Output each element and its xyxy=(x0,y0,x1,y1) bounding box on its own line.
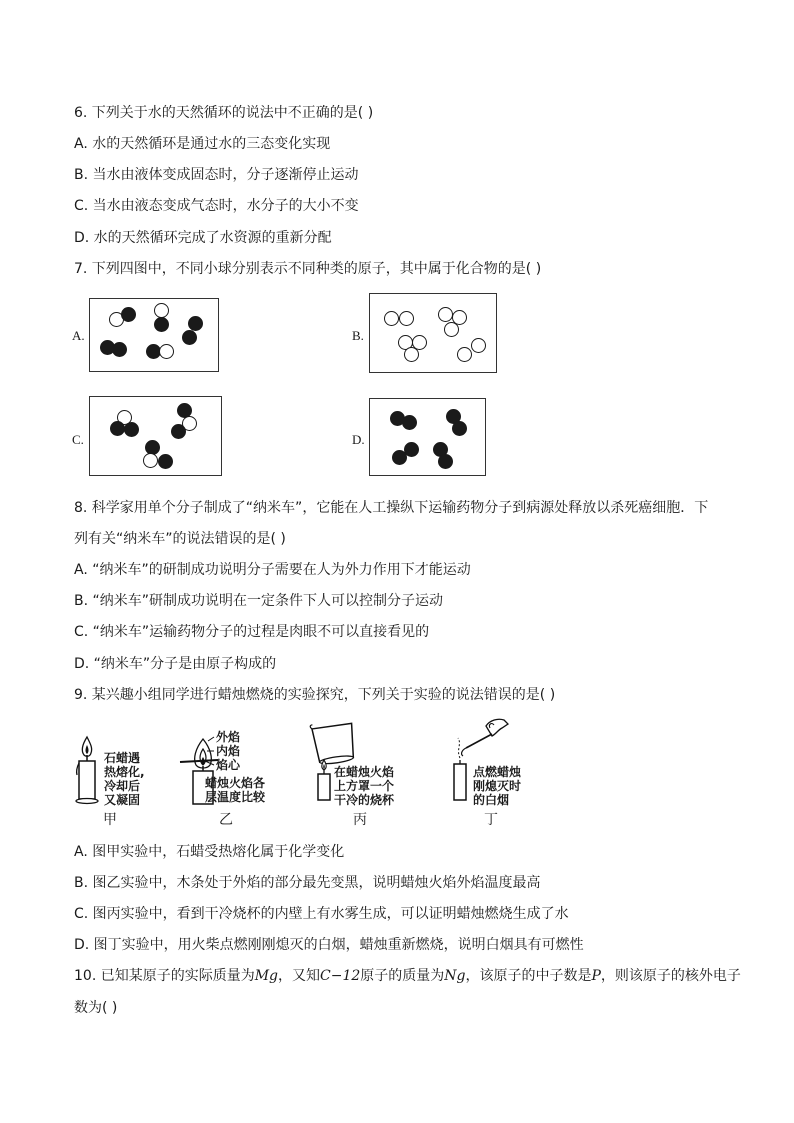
atom-white xyxy=(154,303,169,318)
jia-note-2: 热熔化, xyxy=(104,765,145,779)
q7-diagram-c xyxy=(89,396,222,476)
ding-note-3: 的白烟 xyxy=(473,793,510,807)
atom-white xyxy=(404,347,419,362)
q8-option-b: B. “纳米车”研制成功说明在一定条件下人可以控制分子运动 xyxy=(74,593,444,609)
atom-white xyxy=(444,322,459,337)
bing-note-3: 干冷的烧杯 xyxy=(334,793,395,807)
q10-stem-line1 xyxy=(74,967,741,985)
q7-label-b: B. xyxy=(352,328,364,343)
q9-option-a: A. 图甲实验中，石蜡受热熔化属于化学变化 xyxy=(74,844,345,860)
atom-black xyxy=(158,454,173,469)
atom-white xyxy=(384,311,399,326)
atom-black xyxy=(124,422,139,437)
atom-black xyxy=(392,450,407,465)
q6-stem: 6. 下列关于水的天然循环的说法中不正确的是( ) xyxy=(74,105,374,121)
yi-layer-outer: 外焰 xyxy=(216,730,241,744)
atom-black xyxy=(452,421,467,436)
ding-note-2: 刚熄灭时 xyxy=(473,779,522,793)
q10-mass-m: Mg xyxy=(254,968,279,984)
q10-neutron-p: P xyxy=(591,968,601,984)
yi-layer-core: 焰心 xyxy=(216,758,241,772)
q7-label-c: C. xyxy=(72,432,84,447)
atom-white xyxy=(399,311,414,326)
q8-option-d: D. “纳米车”分子是由原子构成的 xyxy=(74,656,277,672)
ding-note-1: 点燃蜡烛 xyxy=(473,765,522,779)
atom-black xyxy=(188,316,203,331)
jia-note-1: 石蜡遇 xyxy=(104,751,141,765)
q8-stem-line2: 列有关“纳米车”的说法错误的是( ) xyxy=(74,531,286,547)
figure-caption-jia: 甲 xyxy=(103,812,117,828)
jia-note-4: 又凝固 xyxy=(104,793,141,807)
bing-note-1: 在蜡烛火焰 xyxy=(334,765,395,779)
yi-note-1: 蜡烛火焰各 xyxy=(205,776,266,790)
atom-black xyxy=(438,454,453,469)
q10-text-1: 10. 已知某原子的实际质量为 xyxy=(74,968,255,984)
figure-caption-ding: 丁 xyxy=(484,812,498,828)
candle-figure-jia xyxy=(72,735,102,805)
q7-diagram-a xyxy=(89,298,219,372)
q10-text-3: 原子的质量为 xyxy=(360,968,445,984)
atom-white xyxy=(159,344,174,359)
q6-option-b: B. 当水由液体变成固态时，分子逐渐停止运动 xyxy=(74,167,359,183)
q9-option-c: C. 图丙实验中，看到干冷烧杯的内壁上有水雾生成，可以证明蜡烛燃烧生成了水 xyxy=(74,906,569,922)
atom-black xyxy=(112,342,127,357)
atom-black xyxy=(154,317,169,332)
q10-text-4: ，该原子的中子数是 xyxy=(465,968,592,984)
q9-option-b: B. 图乙实验中，木条处于外焰的部分最先变黑，说明蜡烛火焰外焰温度最高 xyxy=(74,875,541,891)
atom-white xyxy=(438,307,453,322)
q9-stem: 9. 某兴趣小组同学进行蜡烛燃烧的实验探究，下列关于实验的说法错误的是( ) xyxy=(74,687,556,703)
yi-note-2: 层温度比较 xyxy=(205,790,266,804)
q8-stem-line1: 8. 科学家用单个分子制成了“纳米车”，它能在人工操纵下运输药物分子到病源处释放以杀死癌细胞．下 xyxy=(74,500,709,516)
q7-label-d: D. xyxy=(352,432,365,447)
q8-option-a: A. “纳米车”的研制成功说明分子需要在人为外力作用下才能运动 xyxy=(74,562,471,578)
q10-text-5: ，则该原子的核外电子 xyxy=(600,968,741,984)
q7-diagram-d xyxy=(369,398,486,476)
q10-mass-n: Ng xyxy=(444,968,466,984)
atom-white xyxy=(471,338,486,353)
atom-black xyxy=(121,307,136,322)
yi-layer-inner: 内焰 xyxy=(216,744,241,758)
q7-stem: 7. 下列四图中，不同小球分别表示不同种类的原子，其中属于化合物的是( ) xyxy=(74,261,542,277)
atom-black xyxy=(171,424,186,439)
q7-diagram-b xyxy=(369,293,497,373)
atom-white xyxy=(457,347,472,362)
q6-option-d: D. 水的天然循环完成了水资源的重新分配 xyxy=(74,230,332,246)
q10-text-2: ，又知 xyxy=(278,968,321,984)
q6-option-a: A. 水的天然循环是通过水的三态变化实现 xyxy=(74,136,331,152)
q8-option-c: C. “纳米车”运输药物分子的过程是肉眼不可以直接看见的 xyxy=(74,624,430,640)
q10-stem-line2: 数为( ) xyxy=(74,1000,118,1016)
atom-black xyxy=(110,421,125,436)
q7-label-a: A. xyxy=(72,328,85,343)
atom-white xyxy=(143,453,158,468)
figure-caption-yi: 乙 xyxy=(219,812,233,828)
q9-option-d: D. 图丁实验中，用火柴点燃刚刚熄灭的白烟，蜡烛重新燃烧，说明白烟具有可燃性 xyxy=(74,937,584,953)
figure-caption-bing: 丙 xyxy=(353,812,367,828)
jia-note-3: 冷却后 xyxy=(104,779,141,793)
atom-black xyxy=(402,415,417,430)
atom-black xyxy=(182,330,197,345)
bing-note-2: 上方罩一个 xyxy=(334,779,395,793)
q6-option-c: C. 当水由液态变成气态时，水分子的大小不变 xyxy=(74,198,359,214)
q10-c12: C−12 xyxy=(320,968,361,984)
